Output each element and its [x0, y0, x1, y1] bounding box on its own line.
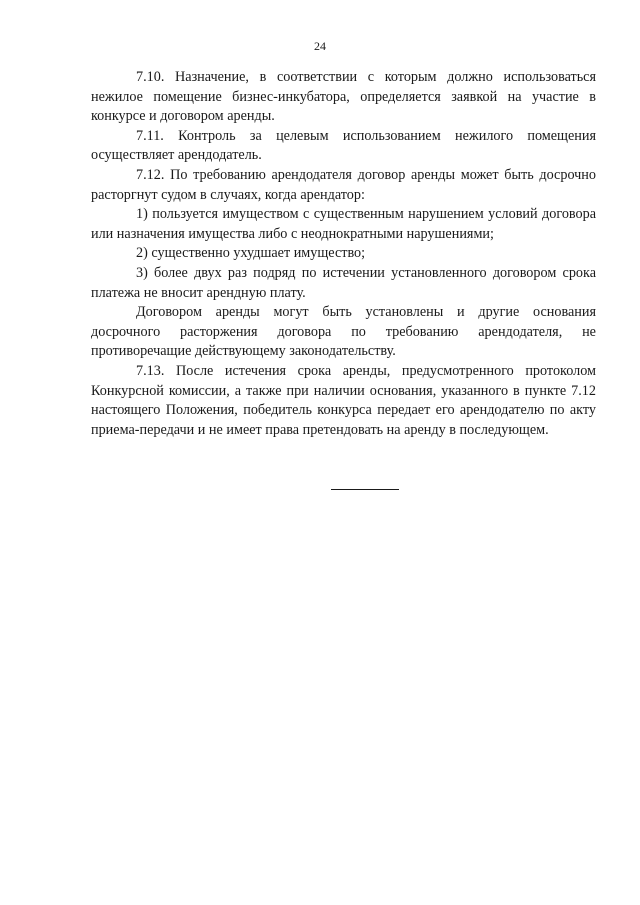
paragraph-7-12: 7.12. По требованию арендодателя договор аренды может быть досрочно расторгнут судом в случаях, когда арендатор:	[91, 166, 596, 203]
paragraph-7-11: 7.11. Контроль за целевым использованием нежилого помещения осуществляет арендодатель.	[91, 127, 596, 164]
list-item-3: 3) более двух раз подряд по истечении установленного договором срока платежа не вносит арендную плату.	[91, 264, 596, 301]
page-number: 24	[314, 39, 326, 53]
paragraph-other-grounds: Договором аренды могут быть установлены и другие основания досрочного расторжения договора по требованию арендодателя, не противоречащие действующему законодательству.	[91, 304, 596, 360]
document-body	[91, 68, 596, 440]
paragraph-7-10: 7.10. Назначение, в соответствии с которым должно использоваться нежилое помещение бизнес-инкубатора, определяется заявкой на участие в конкурсе и договором аренды.	[91, 69, 596, 125]
end-of-document-rule	[331, 489, 399, 490]
list-item-1: 1) пользуется имуществом с существенным нарушением условий договора или назначения имущества либо с неоднократными нарушениями;	[91, 206, 596, 242]
paragraph-7-13: 7.13. После истечения срока аренды, предусмотренного протоколом Конкурсной комиссии, а также при наличии основания, указанного в пункте 7.12 настоящего Положения, победитель конкурса передает его арендодателю по акту приема-передачи и не имеет права претендовать на аренду в последующем.	[91, 362, 596, 438]
list-item-2: 2) существенно ухудшает имущество;	[136, 245, 366, 262]
